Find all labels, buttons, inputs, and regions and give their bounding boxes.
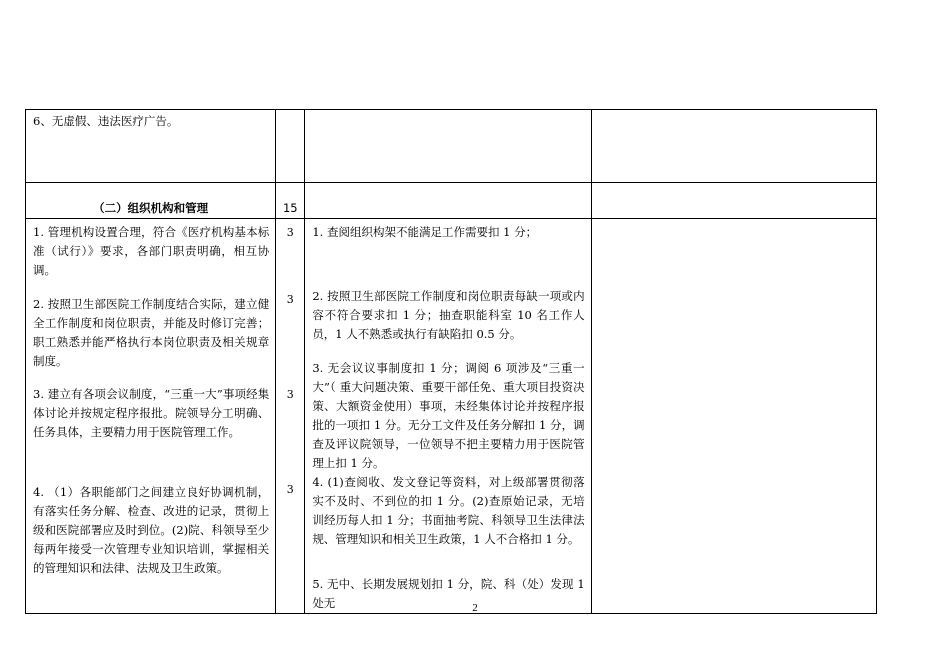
criteria-cell	[26, 219, 276, 614]
score-item-3: 3	[286, 388, 294, 401]
section-score-cell	[276, 183, 305, 219]
deduction-cell	[305, 219, 591, 614]
evaluation-table	[25, 109, 877, 614]
score-cell	[276, 110, 305, 183]
remarks-cell	[591, 219, 876, 614]
section-title: （二）组织机构和管理	[93, 201, 209, 215]
table-row-main	[26, 219, 877, 614]
criteria-item-4: 4. （1）各职能部门之间建立良好协调机制，有落实任务分解、检查、改进的记录，贯彻上级和医院部署应及时到位。(2)院、科领导至少每两年接受一次管理专业知识培训，掌握相关的管理知识和法律、法规及卫生政策。	[33, 485, 270, 575]
criteria-item-3: 3. 建立有各项会议制度，“三重一大”事项经集体讨论并按规定程序报批。院领导分工明确、任务具体，主要精力用于医院管理工作。	[33, 387, 270, 439]
deduction-item-2: 2. 按照卫生部医院工作制度和岗位职责每缺一项或内容不符合要求扣 1 分；抽查职能科室 10 名工作人员，1 人不熟悉或执行有缺陷扣 0.5 分。	[312, 289, 585, 341]
criteria-item-2: 2. 按照卫生部医院工作制度结合实际，建立健全工作制度和岗位职责，并能及时修订完善；职工熟悉并能严格执行本岗位职责及相关规章制度。	[33, 297, 270, 368]
page-number: 2	[472, 602, 478, 614]
criteria-item-1: 1. 管理机构设置合理，符合《医疗机构基本标准（试行）》要求，各部门职责明确，相互协调。	[33, 225, 270, 277]
deduction-cell	[305, 110, 591, 183]
remarks-cell	[591, 183, 876, 219]
section-score: 15	[282, 201, 298, 215]
criteria-cell	[26, 110, 276, 183]
deduction-cell	[305, 183, 591, 219]
score-item-4: 3	[286, 483, 294, 496]
criteria-item-6: 6、无虚假、违法医疗广告。	[33, 114, 179, 128]
score-item-1: 3	[286, 226, 294, 239]
deduction-item-3: 3. 无会议议事制度扣 1 分；调阅 6 项涉及“三重一大”（ 重大问题决策、重要干部任免、重大项目投资决策、大额资金使用）事项，未经集体讨论并按程序报批的一项扣 1 分。无分工文件及任务分解扣 1 分，调查及评议院领导，一位领导不把主要精力用于医院管理上扣 1 分。	[312, 361, 585, 470]
table-row-top	[26, 110, 877, 183]
table-row-section	[26, 183, 877, 219]
section-title-cell	[26, 183, 276, 219]
score-item-2: 3	[286, 293, 294, 306]
remarks-cell	[591, 110, 876, 183]
deduction-item-4: 4. (1)查阅收、发文登记等资料，对上级部署贯彻落实不及时、不到位的扣 1 分。(2)查原始记录，无培训经历每人扣 1 分；书面抽考院、科领导卫生法律法规、管理知识和相关卫生政策，1 人不合格扣 1 分。	[312, 475, 585, 546]
deduction-item-5: 5. 无中、长期发展规划扣 1 分，院、科（处）发现 1 处无	[312, 577, 585, 610]
score-cell	[276, 219, 305, 614]
deduction-item-1: 1. 查阅组织构架不能满足工作需要扣 1 分；	[312, 225, 538, 239]
